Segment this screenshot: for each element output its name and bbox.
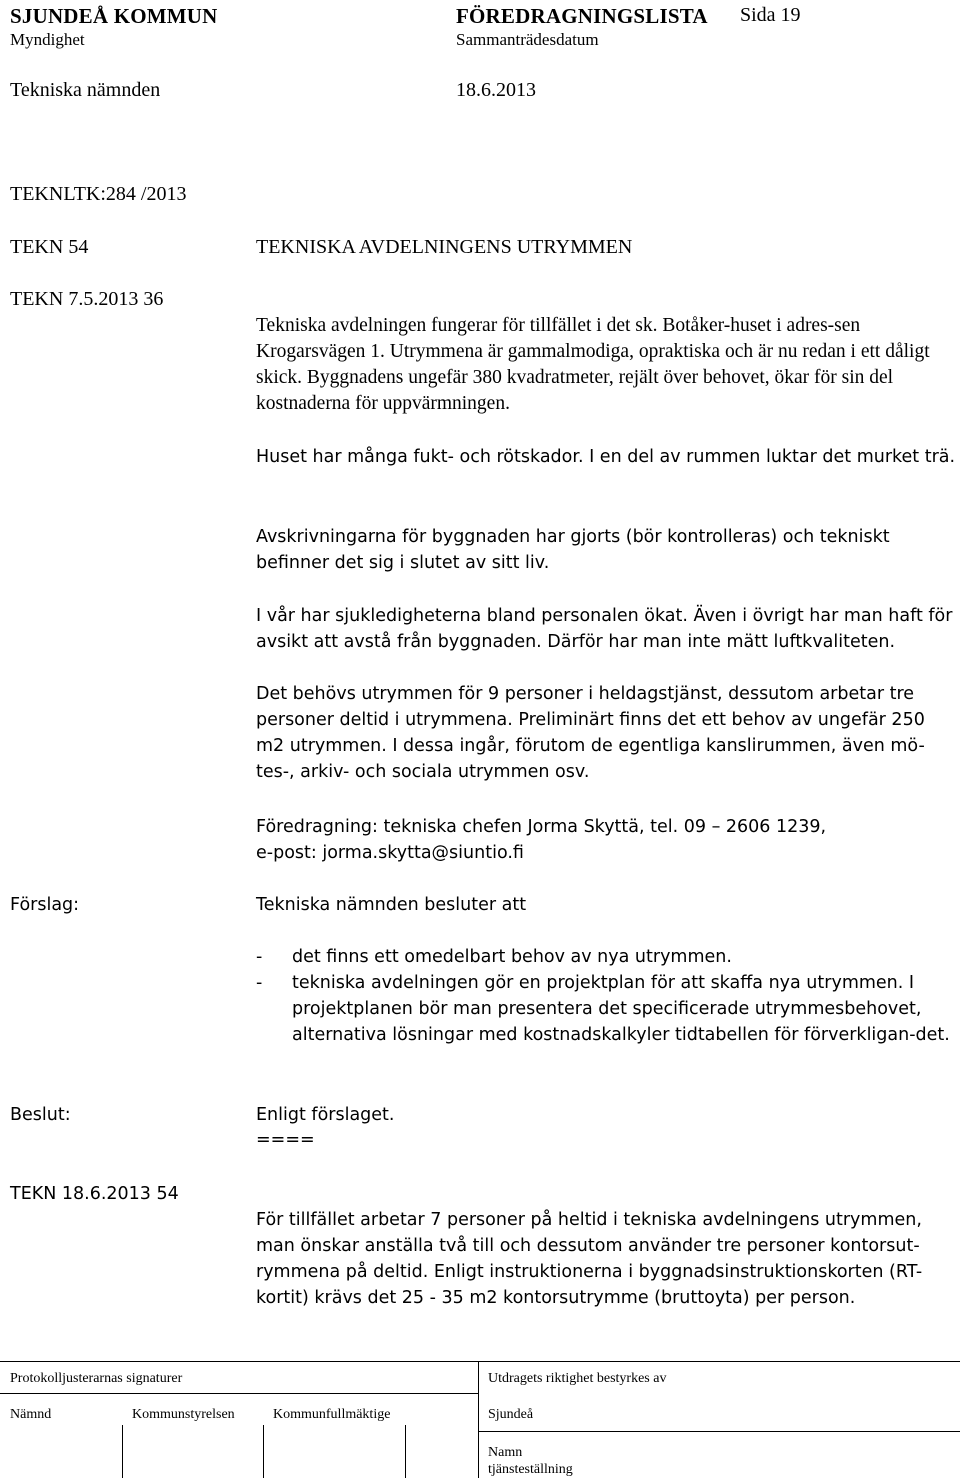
proposal-intro: Tekniska nämnden besluter att: [256, 895, 527, 915]
verification-label: Utdragets riktighet bestyrkes av: [488, 1371, 667, 1386]
footer-col-kommunfullmaktige: Kommunfullmäktige: [273, 1407, 391, 1422]
presenter-line-2: e-post: jorma.skytta@siuntio.fi: [256, 843, 524, 863]
decision-text: Enligt förslaget.: [256, 1105, 395, 1125]
paragraph-1: Tekniska avdelningen fungerar för tillfället i det sk. Botåker-huset i adres-sen Krogarsvägen 1. Utrymmena är gammalmodiga, opraktiska och är nu redan i ett dåligt skick. Byggnadens ungefär 380 kvadratmeter, rejält över behovet, ökar för sin del kostnaderna för uppvärmningen.: [256, 315, 930, 414]
doc-type: FÖREDRAGNINGSLISTA: [456, 4, 708, 28]
page-number: Sida 19: [740, 4, 801, 26]
list-item: - tekniska avdelningen gör en projektplan för att skaffa nya utrymmen. I projektplanen bör man presentera det specificerade utrymmesbehovet, alternativa lösningar med kostnadskalkyler tidtabellen för förverkligan-det.: [256, 970, 956, 1048]
proposal-label: Förslag:: [10, 895, 80, 915]
meeting-date: 18.6.2013: [456, 79, 536, 101]
authority-label: Myndighet: [10, 30, 85, 49]
signatures-label: Protokolljusterarnas signaturer: [10, 1371, 183, 1386]
footer-col-nämnd: Nämnd: [10, 1407, 52, 1422]
paragraph-5: Det behövs utrymmen för 9 personer i heldagstjänst, dessutom arbetar tre personer deltid i utrymmena. Preliminärt finns det ett behov av ungefär 250 m2 utrymmen. I dessa ingår, förutom de egentliga kanslirummen, även mö-tes-, arkiv- och sociala utrymmen osv.: [256, 684, 925, 782]
item-title: TEKNISKA AVDELNINGENS UTRYMMEN: [256, 236, 633, 258]
item2-ref: TEKN 18.6.2013 54: [10, 1184, 179, 1204]
signature-table: [0, 1361, 960, 1478]
meeting-date-label: Sammanträdesdatum: [456, 30, 599, 49]
footer-position-label: tjänsteställning: [488, 1462, 573, 1477]
paragraph-4: I vår har sjukledigheterna bland personalen ökat. Även i övrigt har man haft för avsikt att avstå från byggnaden. Därför har man inte mätt luftkvaliteten.: [256, 606, 953, 652]
item-ref-1: TEKN 54: [10, 236, 89, 258]
authority: Tekniska nämnden: [10, 79, 161, 101]
presenter-line-1: Föredragning: tekniska chefen Jorma Skyttä, tel. 09 – 2606 1239,: [256, 817, 827, 837]
item2-text: För tillfället arbetar 7 personer på heltid i tekniska avdelningens utrymmen, man önskar anställa två till och dessutom använder tre personer kontorsut-rymmena på deltid. Enligt instruktionerna i byggnadsinstruktionskorten (RT-kortit) krävs det 25 - 35 m2 kontorsutrymme (bruttoyta) per person.: [256, 1210, 923, 1308]
footer-col-kommunstyrelsen: Kommunstyrelsen: [132, 1407, 235, 1422]
decision-label: Beslut:: [10, 1105, 71, 1125]
paragraph-3: Avskrivningarna för byggnaden har gjorts (bör kontrolleras) och tekniskt befinner det sig i slutet av sitt liv.: [256, 527, 890, 573]
paragraph-2: Huset har många fukt- och rötskador. I en del av rummen luktar det murket trä.: [256, 447, 956, 467]
list-dash: -: [256, 973, 263, 993]
footer-name-label: Namn: [488, 1445, 523, 1460]
org-name: SJUNDEÅ KOMMUN: [10, 4, 218, 28]
list-dash: -: [256, 947, 263, 967]
proposal-list: [256, 944, 956, 1048]
ref-number: TEKNLTK:284 /2013: [10, 183, 187, 205]
decision-separator: ====: [256, 1130, 315, 1150]
item-ref-2: TEKN 7.5.2013 36: [10, 288, 164, 310]
list-item: - det finns ett omedelbart behov av nya utrymmen.: [256, 944, 956, 970]
footer-col-sjundea: Sjundeå: [488, 1407, 534, 1422]
